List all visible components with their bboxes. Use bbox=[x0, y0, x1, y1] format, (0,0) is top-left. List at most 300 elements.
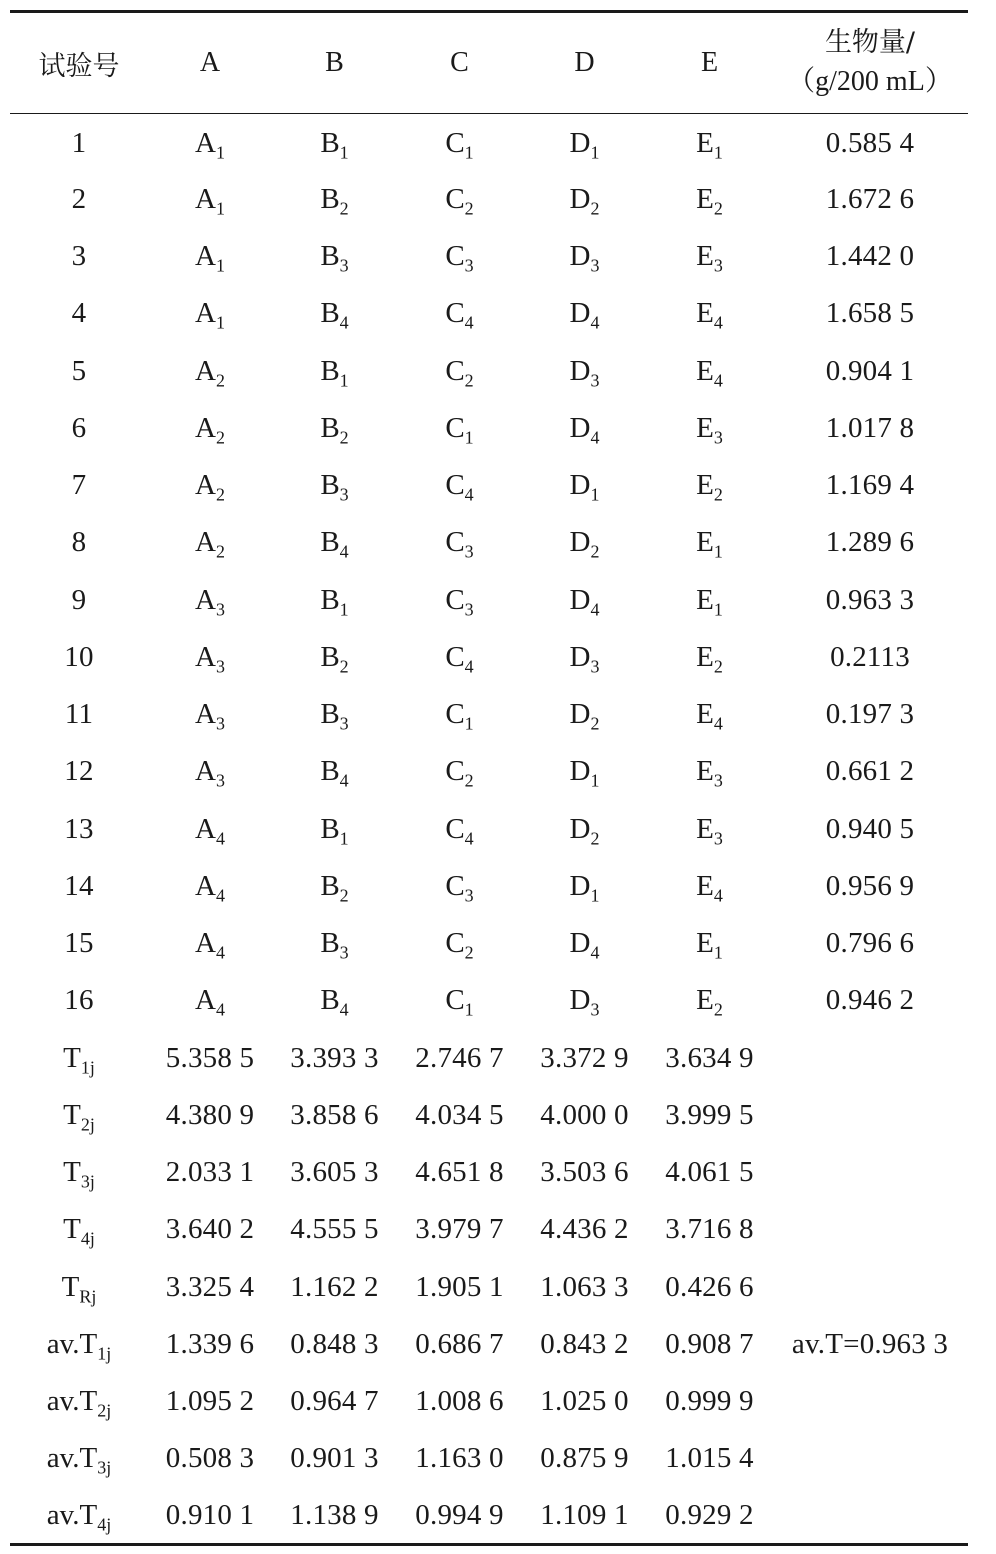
summary-value-c: 0.994 9 bbox=[415, 1498, 504, 1531]
level-b-subscript: 1 bbox=[339, 369, 349, 390]
table-header bbox=[10, 12, 968, 114]
level-a-letter: A bbox=[195, 469, 216, 502]
level-d-subscript: 2 bbox=[590, 198, 600, 219]
level-b-subscript: 1 bbox=[339, 827, 349, 848]
level-d-subscript: 4 bbox=[590, 312, 600, 333]
level-a bbox=[148, 171, 272, 228]
level-a-letter: A bbox=[195, 640, 216, 673]
summary-label-subscript: 1j bbox=[97, 1343, 112, 1364]
level-d bbox=[522, 171, 647, 228]
summary-value-c: 0.686 7 bbox=[415, 1327, 504, 1360]
level-c bbox=[397, 743, 522, 800]
level-d-letter: D bbox=[569, 469, 591, 502]
biomass-value: 0.2113 bbox=[830, 640, 910, 673]
summary-value-b: 1.138 9 bbox=[290, 1498, 379, 1531]
table-row bbox=[10, 858, 968, 915]
level-d-letter: D bbox=[569, 698, 591, 731]
level-e-letter: E bbox=[696, 927, 714, 960]
summary-value-d: 1.109 1 bbox=[540, 1498, 629, 1531]
header-factor-d: D bbox=[574, 47, 595, 78]
level-b-letter: B bbox=[320, 240, 340, 273]
trial-number: 2 bbox=[71, 182, 87, 215]
level-a bbox=[148, 114, 272, 171]
summary-label-letter: av.T bbox=[46, 1327, 98, 1360]
level-a-letter: A bbox=[195, 297, 216, 330]
level-c-subscript: 4 bbox=[464, 827, 474, 848]
trial-number: 9 bbox=[71, 583, 87, 616]
level-b bbox=[272, 915, 397, 972]
level-b bbox=[272, 514, 397, 571]
summary-value-b: 0.964 7 bbox=[290, 1385, 379, 1418]
trial-number: 13 bbox=[64, 812, 94, 845]
level-d-letter: D bbox=[569, 927, 591, 960]
summary-extra: av.T=0.963 3 bbox=[791, 1327, 949, 1360]
level-b-subscript: 3 bbox=[339, 942, 349, 963]
level-b bbox=[272, 457, 397, 514]
level-b-letter: B bbox=[320, 698, 340, 731]
level-e-letter: E bbox=[696, 583, 714, 616]
level-c bbox=[397, 457, 522, 514]
level-e-subscript: 4 bbox=[713, 885, 723, 906]
level-a bbox=[148, 801, 272, 858]
table-row bbox=[10, 514, 968, 571]
summary-extra bbox=[772, 1087, 968, 1144]
level-e-letter: E bbox=[696, 182, 714, 215]
level-a-subscript: 4 bbox=[215, 885, 225, 906]
summary-label bbox=[10, 1430, 148, 1487]
summary-row bbox=[10, 1144, 968, 1201]
trial-number: 8 bbox=[71, 526, 87, 559]
level-c-letter: C bbox=[445, 984, 465, 1017]
level-c-subscript: 3 bbox=[464, 541, 474, 562]
level-e-subscript: 4 bbox=[713, 312, 723, 333]
summary-label-letter: av.T bbox=[46, 1385, 98, 1418]
summary-value-e: 3.634 9 bbox=[665, 1041, 754, 1074]
summary-value-a: 3.325 4 bbox=[165, 1270, 255, 1303]
summary-row bbox=[10, 1030, 968, 1087]
level-e-subscript: 4 bbox=[713, 713, 723, 734]
level-d-subscript: 1 bbox=[590, 484, 600, 505]
level-c-letter: C bbox=[445, 297, 465, 330]
table-row bbox=[10, 572, 968, 629]
level-e-letter: E bbox=[696, 526, 714, 559]
summary-extra bbox=[772, 1488, 968, 1545]
trial-number: 3 bbox=[71, 240, 87, 273]
level-e-letter: E bbox=[696, 755, 714, 788]
level-d-letter: D bbox=[569, 984, 591, 1017]
level-e-subscript: 1 bbox=[713, 142, 723, 163]
level-c-letter: C bbox=[445, 640, 465, 673]
summary-label bbox=[10, 1316, 148, 1373]
level-b bbox=[272, 858, 397, 915]
summary-label-subscript: Rj bbox=[79, 1285, 97, 1306]
level-c bbox=[397, 972, 522, 1029]
level-a-letter: A bbox=[195, 182, 216, 215]
level-b-letter: B bbox=[320, 984, 340, 1017]
level-a-subscript: 3 bbox=[215, 770, 225, 791]
level-d-subscript: 1 bbox=[590, 142, 600, 163]
level-e-subscript: 4 bbox=[713, 369, 723, 390]
summary-value-b: 3.605 3 bbox=[290, 1156, 379, 1189]
summary-label bbox=[10, 1030, 148, 1087]
level-e-letter: E bbox=[696, 126, 714, 159]
level-d-letter: D bbox=[569, 583, 591, 616]
level-b-letter: B bbox=[320, 927, 340, 960]
level-e bbox=[647, 171, 772, 228]
level-e bbox=[647, 972, 772, 1029]
summary-label-subscript: 1j bbox=[80, 1056, 95, 1077]
biomass-value: 1.672 6 bbox=[825, 182, 915, 215]
level-b bbox=[272, 572, 397, 629]
level-c-letter: C bbox=[445, 354, 465, 387]
level-a-letter: A bbox=[195, 812, 216, 845]
table-row bbox=[10, 285, 968, 342]
level-e-subscript: 2 bbox=[713, 484, 723, 505]
level-a-subscript: 2 bbox=[215, 541, 225, 562]
level-e bbox=[647, 514, 772, 571]
level-a-letter: A bbox=[195, 984, 216, 1017]
level-d bbox=[522, 343, 647, 400]
level-c-letter: C bbox=[445, 126, 465, 159]
level-a bbox=[148, 400, 272, 457]
level-c-subscript: 4 bbox=[464, 484, 474, 505]
level-a-subscript: 3 bbox=[215, 713, 225, 734]
summary-row bbox=[10, 1316, 968, 1373]
header-factor-c: C bbox=[450, 47, 469, 78]
summary-value-d: 4.000 0 bbox=[540, 1098, 629, 1131]
level-a bbox=[148, 457, 272, 514]
summary-extra bbox=[772, 1373, 968, 1430]
summary-label-subscript: 3j bbox=[97, 1457, 112, 1478]
level-c bbox=[397, 686, 522, 743]
level-a bbox=[148, 858, 272, 915]
trial-number: 14 bbox=[64, 869, 94, 902]
level-e bbox=[647, 114, 772, 171]
level-e-subscript: 1 bbox=[713, 942, 723, 963]
level-d-letter: D bbox=[569, 126, 591, 159]
level-e bbox=[647, 915, 772, 972]
level-a bbox=[148, 972, 272, 1029]
trial-number: 6 bbox=[71, 411, 87, 444]
level-a-subscript: 3 bbox=[215, 598, 225, 619]
level-b-subscript: 4 bbox=[339, 999, 349, 1020]
summary-value-b: 0.848 3 bbox=[290, 1327, 379, 1360]
level-b-subscript: 2 bbox=[339, 885, 349, 906]
level-c-letter: C bbox=[445, 411, 465, 444]
level-d bbox=[522, 858, 647, 915]
level-a bbox=[148, 743, 272, 800]
level-d-subscript: 1 bbox=[590, 770, 600, 791]
trial-number: 7 bbox=[71, 469, 87, 502]
level-c-subscript: 2 bbox=[464, 942, 474, 963]
level-b-subscript: 2 bbox=[339, 198, 349, 219]
summary-label bbox=[10, 1201, 148, 1258]
summary-value-b: 1.162 2 bbox=[290, 1270, 379, 1303]
summary-value-e: 0.999 9 bbox=[665, 1385, 754, 1418]
header-biomass-unit: （g/200 mL） bbox=[787, 66, 953, 98]
level-b-letter: B bbox=[320, 526, 340, 559]
table-row bbox=[10, 457, 968, 514]
summary-extra bbox=[772, 1144, 968, 1201]
level-c-letter: C bbox=[445, 869, 465, 902]
table-row bbox=[10, 400, 968, 457]
header-factor-a: A bbox=[199, 47, 221, 78]
level-c bbox=[397, 915, 522, 972]
level-a-letter: A bbox=[195, 869, 216, 902]
level-b-letter: B bbox=[320, 869, 340, 902]
summary-value-b: 3.393 3 bbox=[290, 1041, 379, 1074]
summary-value-a: 2.033 1 bbox=[165, 1156, 255, 1189]
level-a bbox=[148, 228, 272, 285]
trial-number: 16 bbox=[64, 984, 94, 1017]
summary-value-d: 1.025 0 bbox=[540, 1385, 629, 1418]
table-row bbox=[10, 114, 968, 171]
level-b bbox=[272, 114, 397, 171]
level-c-letter: C bbox=[445, 927, 465, 960]
trial-number: 12 bbox=[64, 755, 94, 788]
level-e-letter: E bbox=[696, 297, 714, 330]
summary-value-e: 0.908 7 bbox=[665, 1327, 754, 1360]
level-b-letter: B bbox=[320, 411, 340, 444]
level-b bbox=[272, 801, 397, 858]
summary-label bbox=[10, 1087, 148, 1144]
summary-label-subscript: 2j bbox=[80, 1114, 95, 1135]
summary-value-c: 4.034 5 bbox=[415, 1098, 504, 1131]
summary-value-b: 0.901 3 bbox=[290, 1442, 379, 1475]
summary-value-c: 1.008 6 bbox=[415, 1385, 504, 1418]
level-c-letter: C bbox=[445, 698, 465, 731]
level-d-letter: D bbox=[569, 354, 591, 387]
table-row bbox=[10, 801, 968, 858]
summary-label-letter: T bbox=[63, 1098, 81, 1131]
summary-label-letter: T bbox=[63, 1156, 81, 1189]
level-a-letter: A bbox=[195, 698, 216, 731]
summary-value-d: 3.372 9 bbox=[540, 1041, 629, 1074]
summary-extra bbox=[772, 1030, 968, 1087]
level-c-subscript: 2 bbox=[464, 770, 474, 791]
level-c-subscript: 1 bbox=[464, 999, 474, 1020]
level-c-letter: C bbox=[445, 240, 465, 273]
level-c bbox=[397, 114, 522, 171]
summary-label-subscript: 3j bbox=[80, 1171, 95, 1192]
summary-extra bbox=[772, 1430, 968, 1487]
level-c-subscript: 3 bbox=[464, 598, 474, 619]
biomass-value: 0.904 1 bbox=[825, 354, 915, 387]
level-e bbox=[647, 285, 772, 342]
level-e-subscript: 1 bbox=[713, 598, 723, 619]
level-b-letter: B bbox=[320, 640, 340, 673]
summary-value-a: 0.910 1 bbox=[165, 1498, 255, 1531]
biomass-value: 0.963 3 bbox=[825, 583, 915, 616]
summary-label bbox=[10, 1488, 148, 1545]
level-d-letter: D bbox=[569, 869, 591, 902]
level-e bbox=[647, 400, 772, 457]
summary-label-letter: T bbox=[63, 1041, 81, 1074]
level-a-letter: A bbox=[195, 755, 216, 788]
level-b bbox=[272, 629, 397, 686]
level-e-subscript: 2 bbox=[713, 999, 723, 1020]
level-e-letter: E bbox=[696, 869, 714, 902]
level-c bbox=[397, 858, 522, 915]
level-d-subscript: 2 bbox=[590, 713, 600, 734]
summary-row bbox=[10, 1430, 968, 1487]
level-b-letter: B bbox=[320, 182, 340, 215]
level-b bbox=[272, 228, 397, 285]
summary-value-d: 0.843 2 bbox=[540, 1327, 629, 1360]
level-c bbox=[397, 343, 522, 400]
summary-label-letter: T bbox=[63, 1213, 81, 1246]
summary-label-subscript: 4j bbox=[80, 1228, 95, 1249]
table-row bbox=[10, 743, 968, 800]
level-d-subscript: 3 bbox=[590, 999, 600, 1020]
level-c-subscript: 1 bbox=[464, 142, 474, 163]
level-e-subscript: 3 bbox=[713, 427, 723, 448]
level-e-subscript: 3 bbox=[713, 255, 723, 276]
summary-value-c: 3.979 7 bbox=[415, 1213, 504, 1246]
level-e bbox=[647, 343, 772, 400]
biomass-value: 1.442 0 bbox=[825, 240, 915, 273]
level-d-letter: D bbox=[569, 411, 591, 444]
level-a-subscript: 3 bbox=[215, 656, 225, 677]
level-a-subscript: 2 bbox=[215, 369, 225, 390]
level-b-subscript: 3 bbox=[339, 255, 349, 276]
level-a-subscript: 2 bbox=[215, 484, 225, 505]
level-d-letter: D bbox=[569, 755, 591, 788]
summary-value-a: 1.339 6 bbox=[165, 1327, 255, 1360]
level-a-letter: A bbox=[195, 583, 216, 616]
summary-value-e: 0.426 6 bbox=[665, 1270, 754, 1303]
summary-label-letter: av.T bbox=[46, 1442, 98, 1475]
level-b-letter: B bbox=[320, 354, 340, 387]
level-e-letter: E bbox=[696, 240, 714, 273]
level-d bbox=[522, 572, 647, 629]
trial-number: 10 bbox=[64, 640, 94, 673]
summary-value-d: 3.503 6 bbox=[540, 1156, 629, 1189]
level-b bbox=[272, 400, 397, 457]
summary-value-d: 1.063 3 bbox=[540, 1270, 629, 1303]
level-a-subscript: 2 bbox=[215, 427, 225, 448]
level-e bbox=[647, 743, 772, 800]
level-c bbox=[397, 514, 522, 571]
level-a bbox=[148, 915, 272, 972]
trial-number: 11 bbox=[64, 698, 94, 731]
summary-value-e: 0.929 2 bbox=[665, 1498, 754, 1531]
level-c-subscript: 3 bbox=[464, 885, 474, 906]
level-d-letter: D bbox=[569, 526, 591, 559]
header-trial-no: 试验号 bbox=[38, 50, 120, 82]
level-b-letter: B bbox=[320, 297, 340, 330]
level-a-letter: A bbox=[195, 927, 216, 960]
summary-value-c: 1.163 0 bbox=[415, 1442, 504, 1475]
summary-extra bbox=[772, 1259, 968, 1316]
level-e-letter: E bbox=[696, 469, 714, 502]
trial-number: 4 bbox=[71, 297, 87, 330]
summary-extra bbox=[772, 1201, 968, 1258]
level-e bbox=[647, 629, 772, 686]
biomass-value: 0.946 2 bbox=[825, 984, 915, 1017]
level-c-subscript: 1 bbox=[464, 713, 474, 734]
level-b-letter: B bbox=[320, 812, 340, 845]
level-d-letter: D bbox=[569, 182, 591, 215]
level-d bbox=[522, 915, 647, 972]
level-a-subscript: 4 bbox=[215, 999, 225, 1020]
level-e-subscript: 1 bbox=[713, 541, 723, 562]
biomass-value: 1.289 6 bbox=[825, 526, 915, 559]
level-c-letter: C bbox=[445, 812, 465, 845]
level-d bbox=[522, 686, 647, 743]
level-a-subscript: 1 bbox=[215, 312, 225, 333]
header-factor-e: E bbox=[700, 47, 719, 78]
summary-value-e: 1.015 4 bbox=[665, 1442, 754, 1475]
level-a bbox=[148, 572, 272, 629]
summary-label-subscript: 2j bbox=[97, 1400, 112, 1421]
level-b bbox=[272, 686, 397, 743]
level-b-subscript: 4 bbox=[339, 770, 349, 791]
summary-value-e: 3.716 8 bbox=[665, 1213, 754, 1246]
level-e bbox=[647, 801, 772, 858]
level-d-letter: D bbox=[569, 640, 591, 673]
level-d bbox=[522, 114, 647, 171]
level-c-subscript: 2 bbox=[464, 198, 474, 219]
level-c-subscript: 2 bbox=[464, 369, 474, 390]
summary-label bbox=[10, 1144, 148, 1201]
biomass-value: 1.658 5 bbox=[825, 297, 915, 330]
header-row bbox=[10, 12, 968, 114]
summary-value-d: 4.436 2 bbox=[540, 1213, 629, 1246]
level-e-subscript: 3 bbox=[713, 770, 723, 791]
level-a-letter: A bbox=[195, 126, 216, 159]
header-biomass-title: 生物量/ bbox=[824, 27, 916, 59]
level-d bbox=[522, 228, 647, 285]
trial-number: 15 bbox=[64, 927, 94, 960]
trial-number: 5 bbox=[71, 354, 87, 387]
level-a bbox=[148, 343, 272, 400]
level-b-subscript: 4 bbox=[339, 541, 349, 562]
table-row bbox=[10, 343, 968, 400]
level-b bbox=[272, 285, 397, 342]
level-b bbox=[272, 743, 397, 800]
summary-label-letter: T bbox=[61, 1270, 80, 1303]
level-c-letter: C bbox=[445, 182, 465, 215]
level-c bbox=[397, 400, 522, 457]
level-c bbox=[397, 629, 522, 686]
summary-value-b: 3.858 6 bbox=[290, 1098, 379, 1131]
biomass-value: 1.017 8 bbox=[825, 411, 915, 444]
header-biomass bbox=[772, 12, 968, 114]
orthogonal-test-table bbox=[10, 10, 968, 1546]
table-row bbox=[10, 972, 968, 1029]
level-a bbox=[148, 285, 272, 342]
summary-value-d: 0.875 9 bbox=[540, 1442, 629, 1475]
summary-value-a: 4.380 9 bbox=[165, 1098, 255, 1131]
level-e-subscript: 2 bbox=[713, 656, 723, 677]
table-body bbox=[10, 114, 968, 1545]
level-e bbox=[647, 858, 772, 915]
level-a-letter: A bbox=[195, 240, 216, 273]
summary-label bbox=[10, 1373, 148, 1430]
level-a-letter: A bbox=[195, 354, 216, 387]
level-a-letter: A bbox=[195, 411, 216, 444]
level-d bbox=[522, 400, 647, 457]
level-e bbox=[647, 686, 772, 743]
level-c-subscript: 4 bbox=[464, 312, 474, 333]
summary-label-subscript: 4j bbox=[97, 1514, 112, 1535]
level-a bbox=[148, 514, 272, 571]
level-e-letter: E bbox=[696, 640, 714, 673]
level-e bbox=[647, 228, 772, 285]
level-e-subscript: 2 bbox=[713, 198, 723, 219]
level-c-letter: C bbox=[445, 526, 465, 559]
